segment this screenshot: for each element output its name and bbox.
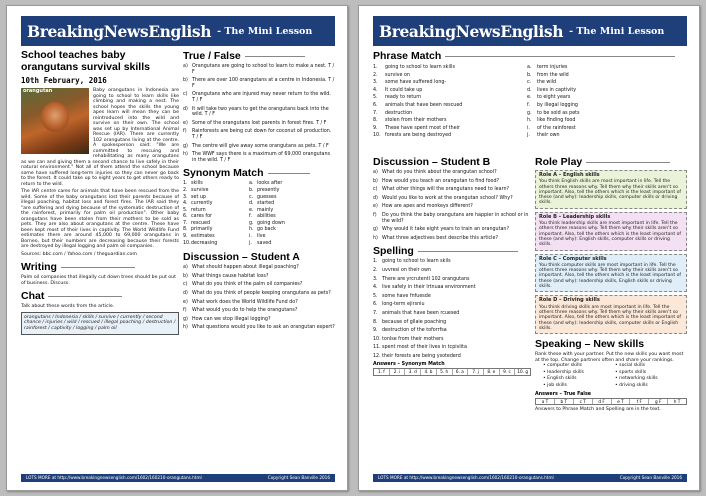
discussion-a-item [183, 282, 335, 288]
discussion-a-item [183, 274, 335, 280]
phrase-match-row [373, 117, 687, 125]
synonym-cell-m: i. [249, 234, 252, 240]
answers-synonym-grid [373, 368, 531, 375]
heading-rule [48, 296, 122, 297]
orangutan-photo [21, 88, 89, 154]
synonym-cell-n: 6. [183, 214, 188, 220]
phrase-match-cell-m: b. [527, 72, 532, 78]
synonym-heading: Synonym Match [183, 167, 335, 179]
spelling-item-text: There are yrcrutentl 102 orangutans [382, 276, 470, 282]
spelling-item-marker: 5. [373, 293, 378, 299]
phrase-match-section [373, 50, 687, 150]
chat-heading: Chat [21, 290, 179, 302]
speaking-intro: Rank these with your partner. Put the new skills you want most at the top. Change partners often and share your rankings. [535, 352, 684, 363]
synonym-cell-l: rescued [191, 220, 210, 226]
discussion-a-item-text: How can we stop illegal logging? [192, 316, 271, 322]
footer-copyright: Copyright Sean Banville 2016 [619, 475, 682, 480]
answer-cell: 1. f [374, 369, 390, 374]
role-card-text: You think English skills are most important in life. Tell the others three reasons why. Tell them why their skills aren't so important. Also, tell the others which is the least important of these (and why): leadership skills, computer skills or driving skills. [539, 179, 682, 206]
footer-link[interactable]: LOTS MORE at http://www.breakingnewsenglish.com/1602/160210-orangutans.html [378, 475, 554, 480]
role-card-title: Role D – Driving skills [539, 297, 600, 304]
discussion-a-list [183, 265, 335, 331]
true-false-item-text: Orangutans who are injured may never return to the wild. T / F [192, 92, 331, 103]
speaking-skill-item: • sports skills [615, 369, 647, 375]
synonym-cell-m: b. [249, 187, 254, 193]
heading-rule [61, 267, 135, 268]
discussion-b-item [373, 213, 531, 224]
true-false-item-marker: c) [183, 92, 188, 98]
phrase-match-row [373, 102, 687, 110]
discussion-a-item-marker: b) [183, 273, 188, 279]
page-footer [373, 474, 687, 482]
synonym-cell-l: set up [191, 194, 206, 200]
synonym-cell-l: cares for [191, 214, 213, 220]
discussion-a-item-marker: h) [183, 325, 188, 331]
spelling-item-text: tonlse from their mothers [382, 336, 444, 342]
synonym-cell-r: live [257, 234, 266, 240]
phrase-match-cell-l: It could take up [385, 87, 423, 93]
discussion-b-item [373, 204, 531, 210]
spelling-item [373, 259, 531, 265]
synonym-cell-n: 5. [183, 207, 188, 213]
phrase-match-cell-m: f. [527, 102, 530, 108]
answer-cell: 2. i [390, 369, 406, 374]
synonym-cell-r: looks after [257, 181, 283, 187]
heading-rule [445, 56, 675, 57]
discussion-b-item [373, 170, 531, 176]
orangutan-face-shape [41, 102, 69, 132]
discussion-b-item [373, 187, 531, 193]
discussion-b-list [373, 170, 531, 241]
phrase-match-cell-m: e. [527, 95, 532, 101]
role-card-text: You think driving skills are most important in life. Tell the others three reasons why. Tell them why their skills aren't so important. Also, tell the others which is the least important of these (and why): leadership skills, computer skills or English skills. [539, 304, 682, 331]
spelling-list [373, 259, 531, 359]
phrase-match-cell-m: h. [527, 118, 532, 124]
discussion-a-item-text: What things cause habitat loss? [192, 273, 269, 279]
discussion-b-item-marker: c) [373, 187, 378, 193]
speaking-skill-item: • social skills [615, 363, 646, 369]
discussion-b-item-marker: f) [373, 212, 377, 218]
true-false-item-text: Some of the orangutans lost parents in forest fires. T / F [192, 120, 327, 126]
phrase-match-row [373, 132, 687, 140]
role-play-heading: Role Play [535, 156, 687, 168]
phrase-match-cell-r: their own [537, 133, 560, 139]
synonym-cell-n: 3. [183, 194, 188, 200]
discussion-a-item [183, 291, 335, 297]
discussion-b-item [373, 236, 531, 242]
right-column-p2 [535, 152, 687, 470]
phrase-match-cell-m: g. [527, 110, 532, 116]
synonym-cell-r: go back [257, 227, 276, 233]
lesson-label: - The Mini Lesson [217, 25, 313, 37]
phrase-match-row [373, 87, 687, 95]
phrase-match-row [373, 72, 687, 80]
phrase-match-cell-l: some have suffered long- [385, 80, 447, 86]
phrase-match-cell-m: i. [527, 125, 530, 131]
discussion-a-heading: Discussion – Student A [183, 251, 300, 264]
phrase-match-cell-n: 2. [373, 72, 378, 78]
brand-title: BreakingNewsEnglish [379, 21, 564, 41]
spelling-item-text: uvvresi on their own [382, 267, 431, 273]
spelling-item [373, 354, 531, 360]
photo-caption: orangutan [23, 88, 53, 94]
answer-cell: e T [612, 399, 631, 404]
writing-heading: Writing [21, 261, 179, 273]
phrase-match-cell-n: 9. [373, 125, 378, 131]
discussion-b-item-text: Do you think the baby orangutans are happier in school or in the wild? [382, 212, 529, 224]
spelling-item-marker: 4. [373, 285, 378, 291]
role-card [535, 254, 687, 293]
role-card [535, 170, 687, 209]
speaking-skill-item: • networking skills [615, 376, 658, 382]
synonym-cell-r: abilities [257, 214, 276, 220]
spelling-item-text: their forests are being ysotederd [382, 353, 461, 359]
spelling-item-text: destruction of the toforrfsa [382, 328, 447, 334]
phrase-match-list [373, 64, 687, 140]
discussion-a-item [183, 325, 335, 331]
phrase-match-cell-m: j. [527, 133, 530, 139]
answer-cell: d F [593, 399, 612, 404]
synonym-cell-m: g. [249, 220, 254, 226]
synonym-cell-r: saved [257, 240, 272, 246]
synonym-cell-m: a. [249, 181, 254, 187]
chat-text: Talk about these words from the article. [21, 304, 115, 310]
discussion-a-item [183, 308, 335, 314]
synonym-cell-l: primarily [191, 227, 213, 233]
discussion-b-item [373, 179, 531, 185]
speaking-skill-list [535, 363, 687, 389]
spelling-item [373, 285, 531, 291]
article-body [21, 88, 179, 257]
article-date: 10th February, 2016 [21, 76, 107, 85]
phrase-match-cell-r: to eight years [537, 95, 571, 101]
phrase-match-cell-r: like finding food [537, 118, 576, 124]
spelling-item-marker: 10. [373, 336, 381, 342]
true-false-item-text: There are over 100 orangutans at a centre in Indonesia. T / F [192, 78, 335, 89]
answers-true-false-grid [535, 398, 687, 405]
lesson-label: - The Mini Lesson [569, 25, 665, 37]
discussion-b-item-marker: d) [373, 195, 378, 201]
phrase-match-cell-l: stolen from their mothers [385, 118, 447, 124]
discussion-b-item-text: How are apes and monkeys different? [382, 204, 473, 210]
answer-cell: h T [673, 398, 681, 404]
true-false-item-marker: h) [183, 152, 188, 158]
true-false-item [183, 92, 335, 103]
spelling-item-marker: 11. [373, 345, 381, 351]
discussion-a-item-text: What would you do to help the orangutans? [192, 308, 298, 314]
spelling-item-marker: 3. [373, 276, 378, 282]
answers-note: Answers to Phrase Match and Spelling are in the text. [535, 407, 661, 413]
discussion-a-item-text: What do you think of the palm oil companies? [192, 282, 303, 288]
discussion-a-item-marker: c) [183, 282, 188, 288]
spelling-item [373, 294, 531, 300]
phrase-match-cell-n: 10. [373, 133, 381, 139]
synonym-cell-r: guesses [257, 194, 277, 200]
synonym-cell-n: 9. [183, 234, 188, 240]
synonym-cell-r: mainly [257, 207, 274, 213]
phrase-match-cell-r: term injuries [537, 65, 568, 70]
role-play-cards [535, 170, 687, 334]
spelling-item-text: live safely in their lrtnuaa environment [382, 285, 476, 291]
spelling-item [373, 311, 531, 317]
phrase-match-cell-r: of the rainforest [537, 125, 576, 131]
true-false-heading: True / False [183, 50, 335, 62]
chat-words-box: orangutans / Indonesia / skills / survive / currently / second chance / injuries / wild / rescued / illegal poaching / destruction / rainforest / captivity / logging / palm oil [21, 312, 179, 335]
phrase-match-cell-n: 4. [373, 87, 378, 93]
footer-copyright: Copyright Sean Banville 2016 [267, 475, 330, 480]
phrase-match-row [373, 79, 687, 87]
brand-title: BreakingNewsEnglish [27, 21, 212, 41]
answer-cell: 8. e [484, 369, 500, 374]
phrase-match-cell-l: going to school to learn skills [385, 65, 455, 70]
synonym-cell-l: decreasing [191, 240, 218, 246]
phrase-match-cell-l: survive on [385, 72, 410, 78]
synonym-grid [183, 181, 335, 247]
page-banner [21, 16, 335, 46]
spelling-item [373, 268, 531, 274]
discussion-a-item [183, 300, 335, 306]
spelling-item-text: animals that have been rcuesed [382, 310, 460, 316]
speaking-skill-item: • computer skills [543, 363, 583, 369]
spelling-item-marker: 1. [373, 259, 378, 265]
discussion-b-item-marker: e) [373, 204, 378, 210]
phrase-match-cell-r: from the wild [537, 72, 569, 78]
worksheet-page-2 [358, 5, 700, 491]
true-false-item-text: The WWF says there is a maximum of 69,000 orangutans in the wild. T / F [192, 152, 331, 163]
phrase-match-row [373, 94, 687, 102]
discussion-a-item [183, 317, 335, 323]
true-false-item-text: It will take two years to get the orangutans back into the wild. T / F [192, 106, 329, 118]
answer-cell: b T [555, 399, 574, 404]
phrase-match-heading: Phrase Match [373, 50, 687, 62]
synonym-cell-m: e. [249, 207, 254, 213]
synonym-cell-n: 1. [183, 181, 188, 187]
true-false-item [183, 78, 335, 89]
true-false-item [183, 107, 335, 118]
true-false-item [183, 129, 335, 140]
worksheet-page-1 [6, 5, 348, 491]
synonym-cell-r: presently [257, 187, 280, 193]
discussion-b-item-text: What three adjectives best describe this article? [382, 235, 499, 241]
discussion-a-item-text: What questions would you like to ask an orangutan expert? [192, 325, 335, 331]
answer-cell: 7. j [468, 369, 484, 374]
article-paragraph-2: The IAR centre cares for animals that have been rescued from the wild. Some of the baby orangutans lost their parents because of illegal poaching, habitat loss and forest fires. The IAR said they "are suffering and dying because of the systematic destruction of the rainforest, primarily for palm oil production". Other baby orangutans have been stolen from their mothers to be sold as pets. They are also about orangutans at the centre. These have been kept most of their lives in captivity. The World Wildlife Fund estimates there are around 45,000 to 69,000 orangutans in Borneo, but their numbers are decreasing because their forests are destroyed by illegal logging and palm oil companies. [21, 189, 179, 249]
role-card-title: Role A – English skills [539, 172, 600, 178]
phrase-match-cell-r: to be sold as pets [537, 110, 580, 116]
phrase-match-cell-l: ready to return [385, 95, 422, 101]
true-false-item-text: The centre will give away some orangutans as pets. T / F [192, 143, 329, 149]
discussion-b-heading: Discussion – Student B [373, 156, 491, 168]
true-false-list [183, 64, 335, 163]
phrase-match-cell-l: forests are being destroyed [385, 133, 452, 139]
phrase-match-cell-n: 1. [373, 65, 378, 70]
role-card-title: Role C – Computer skills [539, 255, 607, 262]
spelling-item [373, 302, 531, 308]
discussion-b-item-text: Would you like to work at the orangutan school? Why? [382, 195, 513, 201]
synonym-cell-m: c. [249, 194, 254, 200]
spelling-item-marker: 2. [373, 267, 378, 273]
phrase-match-cell-r: lives in captivity [537, 87, 577, 93]
discussion-b-item-text: What other things will the orangutans need to learn? [382, 187, 510, 193]
synonym-cell-l: survive [191, 187, 209, 193]
phrase-match-cell-n: 7. [373, 110, 378, 116]
phrase-match-cell-r: by illegal logging [537, 102, 578, 108]
synonym-cell-n: 2. [183, 187, 188, 193]
heading-rule [418, 251, 518, 252]
synonym-cell-n: 4. [183, 201, 188, 207]
phrase-match-cell-n: 3. [373, 80, 378, 86]
answer-cell: 5. h [437, 369, 453, 374]
true-false-item-marker: g) [183, 143, 188, 149]
synonym-cell-r: started [257, 201, 275, 207]
spelling-item [373, 320, 531, 326]
spelling-item-text: because of gllaie poaching [382, 319, 447, 325]
discussion-a-item-text: What should happen about illegal poaching? [192, 265, 299, 271]
answer-cell: c T [574, 399, 593, 404]
spelling-item [373, 277, 531, 283]
phrase-match-cell-n: 8. [373, 118, 378, 124]
spelling-item-marker: 8. [373, 319, 378, 325]
synonym-cell-l: estimates [191, 234, 215, 240]
spelling-item-marker: 12. [373, 353, 381, 359]
phrase-match-cell-m: a. [527, 65, 532, 70]
answer-cell: 3. d [405, 369, 421, 374]
discussion-b-item-text: How would you teach an orangutan to find food? [382, 178, 500, 184]
phrase-match-row [373, 64, 687, 72]
synonym-cell-n: 7. [183, 220, 188, 226]
spelling-heading: Spelling [373, 245, 531, 257]
discussion-a-item-marker: g) [183, 316, 188, 322]
spelling-item-text: spent most of their lives in tcpiviita [382, 345, 467, 351]
answer-cell: 6. a [453, 369, 469, 374]
synonym-cell-l: currently [191, 201, 213, 207]
discussion-b-item-marker: g) [373, 227, 378, 233]
answer-cell: 10. g [517, 369, 528, 375]
article-title: School teaches baby orangutans survival skills [21, 50, 150, 73]
role-card [535, 295, 687, 334]
left-column [21, 50, 179, 470]
discussion-a-item-marker: d) [183, 291, 188, 297]
discussion-b-item-marker: h) [373, 235, 378, 241]
phrase-match-cell-n: 6. [373, 102, 378, 108]
true-false-item [183, 152, 335, 163]
writing-text: Palm oil companies that illegally cut down trees should be put out of business. Discuss. [21, 275, 176, 286]
discussion-a-item [183, 265, 335, 271]
phrase-match-cell-m: c. [527, 80, 532, 86]
synonym-cell-n: 10. [183, 240, 191, 246]
true-false-item-marker: b) [183, 78, 188, 84]
phrase-match-cell-r: the wild [537, 80, 557, 86]
synonym-cell-r: going down [257, 220, 285, 226]
synonym-cell-m: d. [249, 201, 254, 207]
phrase-match-cell-l: These have spent most of their [385, 125, 460, 131]
left-column-p2 [373, 152, 531, 470]
true-false-item [183, 64, 335, 75]
answer-cell: f F [630, 399, 649, 404]
role-card-text: You think leadership skills are most important in life. Tell the others three reasons why. Tell them why their skills aren't so important. Also, tell the others which is the least important of these (and why): English skills, computer skills or driving skills. [539, 221, 682, 248]
footer-link[interactable]: LOTS MORE at http://www.breakingnewsenglish.com/1602/160210-orangutans.html [26, 475, 202, 480]
spelling-item-marker: 7. [373, 310, 378, 316]
role-card-title: Role B – Leadership skills [539, 213, 611, 220]
phrase-match-cell-l: animals that have been rescued [385, 102, 463, 108]
speaking-skill-item: • English skills [543, 376, 577, 382]
answers-synonym-title: Answers – Synonym Match [373, 362, 445, 368]
speaking-skill-item: • job skills [543, 382, 567, 388]
speaking-skill-item: • driving skills [615, 382, 648, 388]
page-banner [373, 16, 687, 46]
answer-cell: 4. b [421, 369, 437, 374]
discussion-a-item-marker: e) [183, 299, 188, 305]
spelling-item-marker: 6. [373, 302, 378, 308]
spelling-item-marker: 9. [373, 328, 378, 334]
phrase-match-cell-l: destruction [385, 110, 413, 116]
synonym-cell-m: h. [249, 227, 254, 233]
discussion-b-item [373, 196, 531, 202]
right-column [183, 50, 335, 470]
spelling-item-text: long-term ejirsniu [382, 302, 425, 308]
page-footer [21, 474, 335, 482]
true-false-item-text: Rainforests are being cut down for coconut oil production. T / F [192, 129, 332, 140]
heading-rule [268, 173, 310, 174]
true-false-item-text: Orangutans are going to school to learn to make a nest. T / F [192, 64, 335, 75]
discussion-b-item-text: What do you think about the orangutan school? [382, 170, 497, 175]
discussion-b-item-marker: b) [373, 178, 378, 184]
role-card-text: You think computer skills are most important in life. Tell the others three reasons why. Tell them why their skills aren't so important. Also, tell the others which is the least important of these (and why): leadership skills, English skills or driving skills. [539, 262, 682, 290]
answer-cell: 9. c [500, 369, 516, 374]
discussion-b-item-marker: a) [373, 170, 378, 175]
synonym-cell-m: j. [249, 240, 252, 246]
true-false-item-marker: d) [183, 106, 188, 112]
phrase-match-cell-n: 5. [373, 95, 378, 101]
discussion-b-item [373, 227, 531, 233]
spelling-item-text: going to school to learn skils [382, 259, 451, 265]
answer-cell: g F [649, 399, 668, 404]
discussion-a-item-marker: a) [183, 265, 188, 271]
spelling-item [373, 328, 531, 334]
speaking-heading: Speaking – New skills [535, 338, 645, 351]
discussion-a-item-text: What do you think of people keeping orangutans as pets? [192, 291, 331, 297]
true-false-item [183, 144, 335, 150]
speaking-skill-item: • leadership skills [543, 369, 584, 375]
phrase-match-row [373, 125, 687, 133]
role-card [535, 212, 687, 251]
synonym-cell-l: skills [191, 181, 203, 187]
synonym-cell-m: f. [249, 214, 252, 220]
true-false-item-marker: a) [183, 64, 188, 69]
spelling-item [373, 345, 531, 351]
spelling-item [373, 337, 531, 343]
true-false-item-marker: f) [183, 129, 187, 135]
heading-rule [245, 56, 305, 57]
synonym-cell-l: return [191, 207, 206, 213]
discussion-b-item-text: Why would it take eight years to train an orangutan? [382, 227, 510, 233]
answer-cell: a T [536, 399, 555, 404]
phrase-match-row [373, 110, 687, 118]
answers-true-false-title: Answers – True False [535, 391, 592, 397]
true-false-item [183, 121, 335, 127]
synonym-cell-n: 8. [183, 227, 188, 233]
article-sources: Sources: bbc.com / Yahoo.com / theguardian.com [21, 251, 137, 257]
spelling-item-text: some have fnfuesde [382, 293, 431, 299]
discussion-a-item-marker: f) [183, 308, 187, 314]
article-paragraph-1: Baby orangutans in Indonesia are going to school to learn skills like climbing and making a nest. The school hopes the skills the young apes learn will mean they can be reintroduced into the wild and survive on their own. The school was set up by International Animal Rescue (IAR). There are currently 102 orangutans living at the centre. A spokesperson said: "We are committed to rescuing and rehabilitating as many orangutans as we can and giving them a second chance to live safely in their natural environment." Not all of them attend the school because some have suffered long-term injuries so they can never go back to the forest. It could take up to eight years to get others ready to return to the wild. [21, 88, 179, 187]
phrase-match-cell-m: d. [527, 87, 532, 93]
true-false-item-marker: e) [183, 120, 188, 126]
heading-rule [586, 162, 670, 163]
discussion-a-item-text: What work does the World Wildlife Fund do? [192, 299, 298, 305]
